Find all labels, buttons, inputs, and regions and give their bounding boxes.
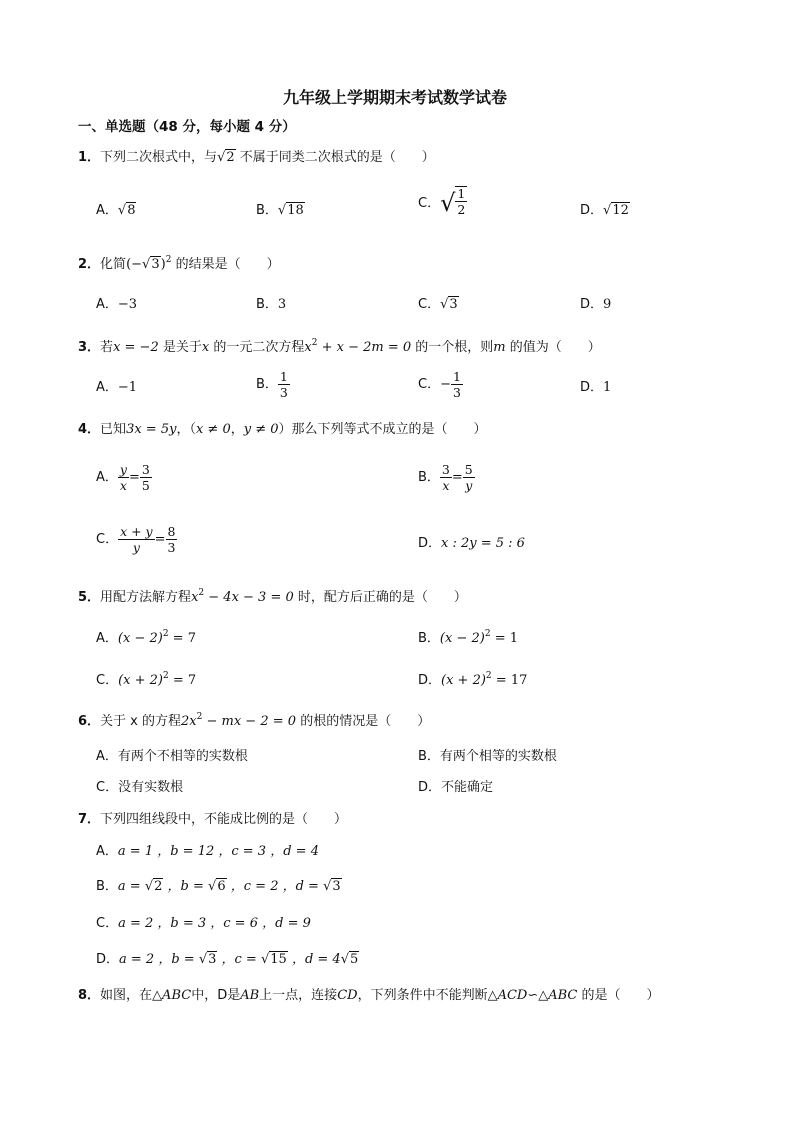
q5-option-d: D．$(x + 2)^2 = 17$	[418, 671, 528, 688]
question-1-stem: 1．下列二次根式中，与√2 不属于同类二次根式的是（ ）	[78, 150, 435, 165]
q2-option-c: C．√3	[418, 297, 458, 312]
question-number: 7．	[78, 812, 101, 827]
q5-option-b: B．$(x - 2)^2 = 1$	[418, 629, 518, 646]
question-number: 5．	[78, 590, 101, 605]
question-number: 8．	[78, 988, 101, 1003]
q7-option-d: D．a = 2 ，b = √3 ，c = √15 ，d = 4√5	[96, 952, 359, 967]
q6-option-c: C．没有实数根	[96, 780, 184, 795]
q5-option-c: C．$(x + 2)^2 = 7$	[96, 671, 197, 688]
q4-option-a: A． $\frac{y}{x}$ = $\frac{3}{5}$	[96, 462, 150, 494]
q3-option-b: B． $\frac{1}{3}$	[256, 369, 288, 401]
question-number: 4．	[78, 422, 101, 437]
page-title: 九年级上学期期末考试数学试卷	[283, 88, 508, 107]
q4-option-d: D．x : 2y = 5 : 6	[418, 536, 525, 551]
question-number: 2．	[78, 257, 101, 272]
question-number: 1．	[78, 150, 101, 165]
q7-option-b: B．a = √2 ，b = √6 ，c = 2 ，d = √3	[96, 879, 341, 894]
question-7-stem: 7．下列四组线段中，不能成比例的是（ ）	[78, 812, 348, 827]
q2-option-d: D．9	[580, 297, 612, 312]
q4-option-c: C． $\frac{x + y}{y}$ = $\frac{8}{3}$	[96, 524, 176, 556]
question-8-stem: 8．如图，在△ABC中，D是AB上一点，连接CD，下列条件中不能判断△ACD∽△ABC 的是（ ）	[78, 988, 660, 1003]
q6-option-d: D．不能确定	[418, 780, 494, 795]
q3-option-a: A．−1	[96, 380, 138, 395]
q1-option-b: B．√18	[256, 203, 304, 218]
q2-option-a: A．−3	[96, 297, 138, 312]
q6-option-b: B．有两个相等的实数根	[418, 749, 557, 764]
q6-option-a: A．有两个不相等的实数根	[96, 749, 248, 764]
question-3-stem: 3．若x = −2 是关于x 的一元二次方程$x^2 + x - 2m = 0$ 的一个根，则m 的值为（ ）	[78, 338, 601, 355]
q7-option-c: C．a = 2 ，b = 3 ，c = 6 ，d = 9	[96, 916, 311, 931]
question-number: 6．	[78, 714, 101, 729]
q2-option-b: B．3	[256, 297, 287, 312]
q1-option-c: C． √ $\frac{1}{2}$	[418, 186, 466, 218]
question-number: 3．	[78, 340, 101, 355]
q5-option-a: A．$(x - 2)^2 = 7$	[96, 629, 196, 646]
q3-option-d: D．1	[580, 380, 612, 395]
question-5-stem: 5．用配方法解方程$x^2 - 4x - 3 = 0$ 时，配方后正确的是（ ）	[78, 588, 467, 605]
q1-option-d: D．√12	[580, 203, 629, 218]
question-6-stem: 6．关于 x 的方程$2x^2$ − mx − 2 = 0 的根的情况是（ ）	[78, 712, 431, 729]
q4-option-b: B． $\frac{3}{x}$ = $\frac{5}{y}$	[418, 462, 473, 494]
sqrt-expr: √2	[217, 150, 235, 165]
question-2-stem: 2．化简$(-√3)^2$ 的结果是（ ）	[78, 255, 280, 272]
q7-option-a: A．a = 1 ，b = 12 ，c = 3 ，d = 4	[96, 844, 319, 859]
q3-option-c: C． − $\frac{1}{3}$	[418, 369, 461, 401]
section-heading: 一、单选题（48 分，每小题 4 分）	[78, 119, 296, 135]
question-4-stem: 4．已知3x = 5y，（x ≠ 0，y ≠ 0）那么下列等式不成立的是（ ）	[78, 422, 487, 437]
q1-option-a: A．√8	[96, 203, 136, 218]
